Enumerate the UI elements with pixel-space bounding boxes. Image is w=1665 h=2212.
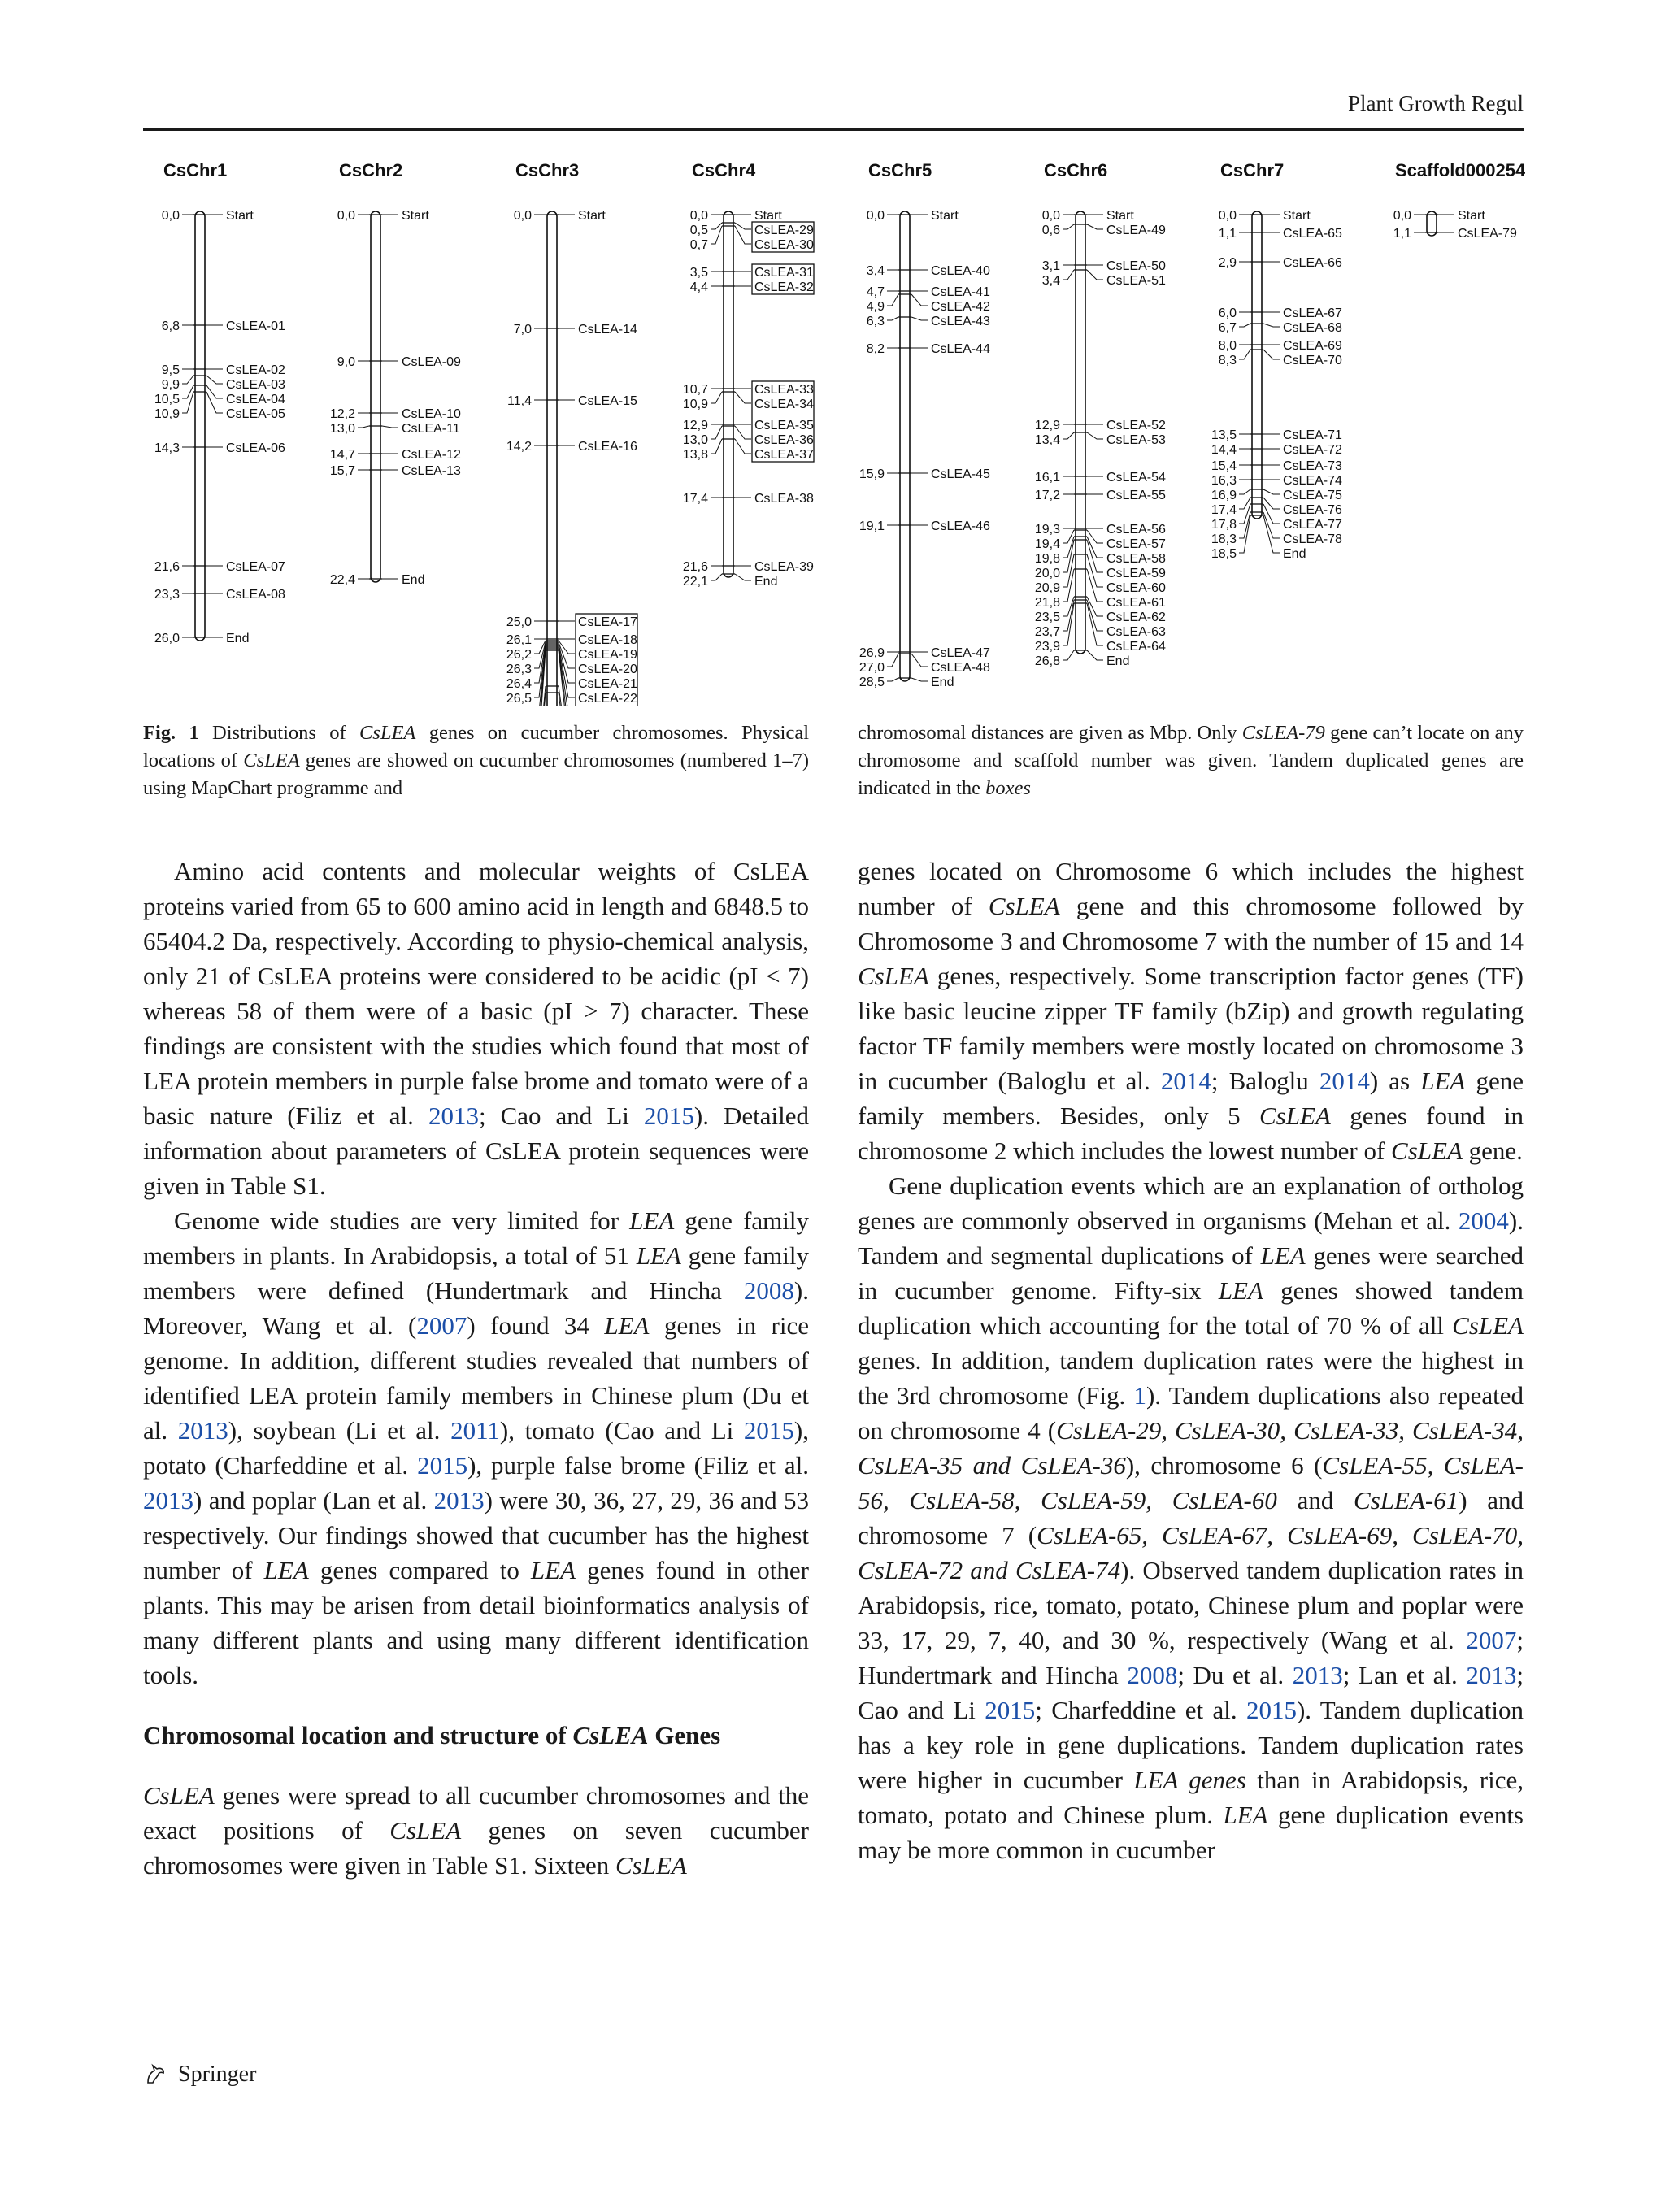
marker-position: 10,5 xyxy=(154,393,180,406)
label-connector xyxy=(911,294,928,306)
gene-label: Start xyxy=(402,209,429,223)
chromosome-bar xyxy=(1252,211,1262,519)
gene-label: CsLEA-22 xyxy=(578,692,637,706)
marker-position: 22,4 xyxy=(329,573,355,587)
gene-label: CsLEA-50 xyxy=(1106,259,1166,273)
chromosome-title: CsChr3 xyxy=(515,160,580,180)
gene-label: Start xyxy=(1106,209,1134,223)
marker-position: 6,7 xyxy=(1218,321,1237,335)
chromosome-cschr4 xyxy=(683,160,814,589)
marker-position: 16,9 xyxy=(1211,489,1237,502)
label-connector xyxy=(911,678,928,681)
label-connector xyxy=(1087,603,1103,645)
marker-position: 10,7 xyxy=(682,383,708,397)
position-connector xyxy=(1063,554,1074,587)
figure-chromosome-map xyxy=(143,153,1525,706)
gene-label: CsLEA-43 xyxy=(931,315,990,328)
marker-position: 27,0 xyxy=(859,661,885,675)
gene-label: CsLEA-78 xyxy=(1283,532,1342,546)
marker-position: 7,0 xyxy=(513,323,532,337)
marker-position: 13,4 xyxy=(1034,433,1060,447)
position-connector xyxy=(887,294,898,306)
marker-position: 0,0 xyxy=(1393,209,1411,223)
gene-label: CsLEA-75 xyxy=(1283,489,1342,502)
marker-position: 8,0 xyxy=(1218,339,1237,353)
marker-position: 6,8 xyxy=(161,319,180,333)
page-footer xyxy=(143,2061,256,2088)
gene-label: CsLEA-53 xyxy=(1106,433,1166,447)
label-connector xyxy=(1263,489,1280,494)
marker-position: 16,3 xyxy=(1211,474,1237,488)
marker-position: 23,9 xyxy=(1034,640,1060,654)
marker-position: 9,0 xyxy=(337,355,355,369)
position-connector xyxy=(887,317,898,320)
marker-position: 14,3 xyxy=(154,441,180,455)
gene-label: CsLEA-04 xyxy=(226,393,285,406)
section-heading: Chromosomal location and structure of CsLEA Genes xyxy=(143,1721,721,1749)
gene-label: CsLEA-70 xyxy=(1283,354,1342,367)
gene-label: CsLEA-29 xyxy=(754,224,814,237)
gene-label: CsLEA-61 xyxy=(1106,596,1166,610)
label-connector xyxy=(1263,324,1280,327)
gene-label: CsLEA-69 xyxy=(1283,339,1342,353)
figure-caption-left: Fig. 1 Distributions of CsLEA genes on cucumber chromosomes. Physical locations of CsLEA genes are showed on cucumber chromosomes (numbered 1–7) using MapChart programme and xyxy=(143,722,809,799)
gene-label: CsLEA-06 xyxy=(226,441,285,455)
label-connector xyxy=(1087,432,1103,439)
paragraph: genes located on Chromosome 6 which includes the highest number of CsLEA gene and this chromosome followed by Chromosome 3 and Chromosome 7 with the number of 15 and 14 CsLEA genes, respectively. Some transcription factor genes (TF) like basic leucine zipper TF family (bZip) and growth regulating factor TF family members were mostly located on chromosome 3 in cucumber (Baloglu et al. 2014; Baloglu 2014) as LEA gene family members. Besides, only 5 CsLEA genes found in chromosome 2 which includes the lowest number of CsLEA gene. xyxy=(858,857,1524,1165)
position-connector xyxy=(182,392,193,413)
gene-label: CsLEA-20 xyxy=(578,663,637,676)
gene-label: CsLEA-62 xyxy=(1106,611,1166,624)
marker-position: 0,6 xyxy=(1041,224,1060,237)
text-column-left xyxy=(143,854,809,1883)
chromosome-title: CsChr1 xyxy=(163,160,228,180)
gene-label: CsLEA-35 xyxy=(754,419,814,432)
position-connector xyxy=(711,223,722,229)
gene-label: CsLEA-49 xyxy=(1106,224,1166,237)
marker-position: 26,4 xyxy=(506,677,532,691)
marker-position: 12,9 xyxy=(682,419,708,432)
gene-label: End xyxy=(754,575,778,589)
gene-label: CsLEA-36 xyxy=(754,433,814,447)
marker-position: 12,9 xyxy=(1034,419,1060,432)
gene-label: CsLEA-39 xyxy=(754,560,814,574)
position-connector xyxy=(1063,569,1074,602)
marker-position: 19,1 xyxy=(859,519,885,533)
chromosome-title: CsChr2 xyxy=(339,160,403,180)
marker-position: 13,8 xyxy=(682,448,708,462)
marker-position: 0,7 xyxy=(689,238,708,252)
position-connector xyxy=(1063,270,1074,280)
marker-position: 0,5 xyxy=(689,224,708,237)
marker-position: 17,2 xyxy=(1034,489,1060,502)
label-connector xyxy=(1087,650,1103,660)
marker-position: 21,6 xyxy=(682,560,708,574)
marker-position: 4,9 xyxy=(866,300,885,314)
marker-position: 3,1 xyxy=(1041,259,1060,273)
gene-label: CsLEA-21 xyxy=(578,677,637,691)
text-column-right xyxy=(858,854,1524,1867)
chromosome-cschr5 xyxy=(859,160,990,689)
marker-position: 3,4 xyxy=(1041,274,1060,288)
position-connector xyxy=(711,439,722,454)
label-connector xyxy=(911,654,928,667)
gene-label: CsLEA-02 xyxy=(226,363,285,377)
marker-position: 19,3 xyxy=(1034,523,1060,537)
chromosome-cschr2 xyxy=(330,160,461,587)
gene-label: CsLEA-07 xyxy=(226,560,285,574)
marker-position: 0,0 xyxy=(1218,209,1237,223)
marker-position: 14,7 xyxy=(329,448,355,462)
paragraph: Amino acid contents and molecular weights of CsLEA proteins varied from 65 to 600 amino acid in length and 6848.5 to 65404.2 Da, respectively. According to physio-chemical analysis, only 21 of CsLEA proteins were considered to be acidic (pI < 7) whereas 58 of them were of a basic (pI > 7) character. These findings are consistent with the studies which found that most of LEA protein members in purple false brome and tomato were of a basic nature (Filiz et al. 2013; Cao and Li 2015). Detailed information about parameters of CsLEA protein sequences were given in Table S1. xyxy=(143,857,810,1200)
marker-position: 21,8 xyxy=(1034,596,1060,610)
chromosome-title: CsChr6 xyxy=(1044,160,1108,180)
chromosome-title: CsChr5 xyxy=(868,160,932,180)
gene-label: Start xyxy=(1283,209,1311,223)
gene-label: CsLEA-54 xyxy=(1106,471,1166,485)
position-connector xyxy=(1239,350,1250,359)
position-connector xyxy=(711,392,722,403)
gene-label: CsLEA-71 xyxy=(1283,428,1342,442)
gene-label: CsLEA-37 xyxy=(754,448,814,462)
marker-position: 8,2 xyxy=(866,342,885,356)
gene-label: CsLEA-47 xyxy=(931,646,990,660)
chromosome-title: CsChr4 xyxy=(692,160,756,180)
gene-label: CsLEA-31 xyxy=(754,266,814,280)
position-connector xyxy=(1239,498,1250,509)
marker-position: 1,1 xyxy=(1218,227,1237,241)
marker-position: 15,7 xyxy=(329,464,355,478)
marker-position: 14,2 xyxy=(506,440,532,454)
chromosome-bar xyxy=(371,211,380,582)
gene-label: CsLEA-74 xyxy=(1283,474,1342,488)
marker-position: 23,3 xyxy=(154,588,180,602)
label-connector xyxy=(911,317,928,320)
marker-position: 28,5 xyxy=(859,676,885,689)
marker-position: 26,0 xyxy=(154,632,180,645)
gene-label: Start xyxy=(578,209,606,223)
marker-position: 23,7 xyxy=(1034,625,1060,639)
label-connector xyxy=(735,223,751,229)
gene-label: CsLEA-09 xyxy=(402,355,461,369)
marker-position: 15,4 xyxy=(1211,459,1237,473)
gene-label: CsLEA-77 xyxy=(1283,518,1342,532)
page-header xyxy=(143,85,1524,131)
gene-label: CsLEA-58 xyxy=(1106,552,1166,566)
gene-label: CsLEA-03 xyxy=(226,378,285,392)
chromosome-cschr3 xyxy=(506,160,637,706)
paragraph: CsLEA genes were spread to all cucumber chromosomes and the exact positions of CsLEA genes on seven cucumber chromosomes were given in Table S1. Sixteen CsLEA xyxy=(143,1781,809,1880)
marker-position: 6,0 xyxy=(1218,306,1237,320)
gene-label: CsLEA-52 xyxy=(1106,419,1166,432)
gene-label: CsLEA-15 xyxy=(578,394,637,408)
gene-label: CsLEA-17 xyxy=(578,615,637,629)
marker-position: 26,2 xyxy=(506,648,532,662)
marker-position: 14,4 xyxy=(1211,443,1237,457)
gene-label: CsLEA-59 xyxy=(1106,567,1166,580)
gene-label: CsLEA-10 xyxy=(402,407,461,421)
marker-position: 3,4 xyxy=(866,264,885,278)
marker-position: 13,0 xyxy=(682,433,708,447)
position-connector xyxy=(711,574,722,580)
chromosome-cschr7 xyxy=(1211,160,1342,561)
label-connector xyxy=(559,641,575,654)
figure-caption-right: chromosomal distances are given as Mbp. Only CsLEA-79 gene can’t locate on any chromosome and scaffold number was given. Tandem duplicated genes are indicated in the boxes xyxy=(858,722,1524,799)
label-connector xyxy=(735,439,751,454)
marker-position: 19,4 xyxy=(1034,537,1060,551)
chromosome-scaffold000254 xyxy=(1393,160,1525,241)
marker-position: 26,8 xyxy=(1034,654,1060,668)
label-connector xyxy=(206,392,223,413)
label-connector xyxy=(1263,498,1280,509)
gene-label: CsLEA-56 xyxy=(1106,523,1166,537)
gene-label: CsLEA-66 xyxy=(1283,256,1342,270)
label-connector xyxy=(735,226,751,244)
marker-position: 9,9 xyxy=(161,378,180,392)
marker-position: 4,7 xyxy=(866,285,885,299)
position-connector xyxy=(1063,224,1074,229)
marker-position: 17,8 xyxy=(1211,518,1237,532)
marker-position: 4,4 xyxy=(689,280,708,294)
position-connector xyxy=(1063,650,1074,660)
gene-label: End xyxy=(1106,654,1130,668)
chromosome-bar xyxy=(547,211,557,706)
marker-position: 12,2 xyxy=(329,407,355,421)
position-connector xyxy=(358,426,369,428)
marker-position: 10,9 xyxy=(154,407,180,421)
gene-label: CsLEA-41 xyxy=(931,285,990,299)
label-connector xyxy=(206,376,223,384)
marker-position: 0,0 xyxy=(337,209,355,223)
gene-label: Start xyxy=(754,209,782,223)
marker-position: 10,9 xyxy=(682,398,708,411)
gene-label: CsLEA-05 xyxy=(226,407,285,421)
position-connector xyxy=(711,426,722,439)
gene-label: CsLEA-14 xyxy=(578,323,637,337)
gene-label: CsLEA-08 xyxy=(226,588,285,602)
marker-position: 20,9 xyxy=(1034,581,1060,595)
label-connector xyxy=(1087,540,1103,572)
gene-label: CsLEA-19 xyxy=(578,648,637,662)
position-connector xyxy=(1239,489,1250,494)
marker-position: 15,9 xyxy=(859,467,885,481)
gene-label: Start xyxy=(931,209,959,223)
gene-label: CsLEA-40 xyxy=(931,264,990,278)
chromosome-bar xyxy=(900,211,910,681)
gene-label: CsLEA-67 xyxy=(1283,306,1342,320)
gene-label: CsLEA-13 xyxy=(402,464,461,478)
position-connector xyxy=(887,654,898,667)
chromosome-title: CsChr7 xyxy=(1220,160,1285,180)
gene-label: CsLEA-33 xyxy=(754,383,814,397)
marker-position: 26,1 xyxy=(506,633,532,647)
gene-label: CsLEA-01 xyxy=(226,319,285,333)
label-connector xyxy=(1087,224,1103,229)
gene-label: CsLEA-63 xyxy=(1106,625,1166,639)
marker-position: 18,3 xyxy=(1211,532,1237,546)
marker-position: 13,5 xyxy=(1211,428,1237,442)
chromosome-cschr1 xyxy=(154,160,285,645)
gene-label: CsLEA-51 xyxy=(1106,274,1166,288)
gene-label: CsLEA-45 xyxy=(931,467,990,481)
marker-position: 17,4 xyxy=(1211,503,1237,517)
gene-label: CsLEA-79 xyxy=(1458,227,1517,241)
gene-label: CsLEA-42 xyxy=(931,300,990,314)
gene-label: End xyxy=(931,676,954,689)
label-connector xyxy=(735,426,751,439)
gene-label: CsLEA-48 xyxy=(931,661,990,675)
marker-position: 0,0 xyxy=(161,209,180,223)
marker-position: 16,1 xyxy=(1034,471,1060,485)
position-connector xyxy=(182,376,193,384)
gene-label: CsLEA-73 xyxy=(1283,459,1342,473)
chromosome-cschr6 xyxy=(1035,160,1166,668)
marker-position: 25,0 xyxy=(506,615,532,629)
marker-position: 0,0 xyxy=(866,209,885,223)
gene-label: End xyxy=(226,632,250,645)
paragraph: Gene duplication events which are an explanation of ortholog genes are commonly observed in organisms (Mehan et al. 2004). Tandem and segmental duplications of LEA genes were searched in cucumber genome. Fifty-six LEA genes showed tandem duplication which accounting for the total of 70 % of all CsLEA genes. In addition, tandem duplication rates were the highest in the 3rd chromosome (Fig. 1). Tandem duplications also repeated on chromosome 4 (CsLEA-29, CsLEA-30, CsLEA-33, CsLEA-34, CsLEA-35 and CsLEA-36), chromosome 6 (CsLEA-55, CsLEA-56, CsLEA-58, CsLEA-59, CsLEA-60 and CsLEA-61) and chromosome 7 (CsLEA-65, CsLEA-67, CsLEA-69, CsLEA-70, CsLEA-72 and CsLEA-74). Observed tandem duplication rates in Arabidopsis, rice, tomato, potato, Chinese plum and poplar were 33, 17, 29, 7, 40, and 30 %, respectively (Wang et al. 2007; Hundertmark and Hincha 2008; Du et al. 2013; Lan et al. 2013; Cao and Li 2015; Charfeddine et al. 2015). Tandem duplication has a key role in gene duplications. Tandem duplication rates were higher in cucumber LEA genes than in Arabidopsis, rice, tomato, potato and Chinese plum. LEA gene duplication events may be more common in cucumber xyxy=(858,1171,1524,1864)
position-connector xyxy=(1063,432,1074,439)
journal-title: Plant Growth Regul xyxy=(1348,91,1524,115)
marker-position: 0,0 xyxy=(1041,209,1060,223)
marker-position: 2,9 xyxy=(1218,256,1237,270)
publisher-name: Springer xyxy=(178,2062,257,2087)
gene-label: CsLEA-60 xyxy=(1106,581,1166,595)
gene-label: Start xyxy=(226,209,254,223)
marker-position: 0,0 xyxy=(689,209,708,223)
gene-label: Start xyxy=(1458,209,1485,223)
chromosome-bar xyxy=(724,211,733,577)
marker-position: 26,5 xyxy=(506,692,532,706)
paragraph: Genome wide studies are very limited for LEA gene family members in plants. In Arabidopsis, a total of 51 LEA gene family members were defined (Hundertmark and Hincha 2008). Moreover, Wang et al. (2007) found 34 LEA genes in rice genome. In addition, different studies revealed that numbers of identified LEA protein family members in Chinese plum (Du et al. 2013), soybean (Li et al. 2011), tomato (Cao and Li 2015), potato (Charfeddine et al. 2015), purple false brome (Filiz et al. 2013) and poplar (Lan et al. 2013) were 30, 36, 27, 29, 36 and 53 respectively. Our findings showed that cucumber has the highest number of LEA genes compared to LEA genes found in other plants. This may be arisen from detail bioinformatics analysis of many different plants and using many different identification tools. xyxy=(143,1206,810,1689)
marker-position: 22,1 xyxy=(682,575,708,589)
gene-label: CsLEA-16 xyxy=(578,440,637,454)
label-connector xyxy=(735,574,751,580)
gene-label: CsLEA-76 xyxy=(1283,503,1342,517)
marker-position: 13,0 xyxy=(329,422,355,436)
gene-label: CsLEA-72 xyxy=(1283,443,1342,457)
marker-position: 26,3 xyxy=(506,663,532,676)
marker-position: 11,4 xyxy=(507,394,532,408)
chromosome-bar xyxy=(195,211,205,641)
marker-position: 1,1 xyxy=(1393,227,1411,241)
gene-label: CsLEA-32 xyxy=(754,280,814,294)
gene-label: End xyxy=(402,573,425,587)
marker-position: 19,8 xyxy=(1034,552,1060,566)
marker-position: 0,0 xyxy=(513,209,532,223)
marker-position: 17,4 xyxy=(682,492,708,506)
label-connector xyxy=(1263,350,1280,359)
marker-position: 3,5 xyxy=(689,266,708,280)
label-connector xyxy=(1087,554,1103,587)
gene-label: CsLEA-68 xyxy=(1283,321,1342,335)
marker-position: 21,6 xyxy=(154,560,180,574)
label-connector xyxy=(1087,270,1103,280)
gene-label: End xyxy=(1283,547,1306,561)
position-connector xyxy=(887,678,898,681)
gene-label: CsLEA-34 xyxy=(754,398,814,411)
gene-label: CsLEA-30 xyxy=(754,238,814,252)
marker-position: 8,3 xyxy=(1218,354,1237,367)
gene-label: CsLEA-65 xyxy=(1283,227,1342,241)
marker-position: 26,9 xyxy=(859,646,885,660)
chromosome-title: Scaffold000254 xyxy=(1395,160,1525,180)
label-connector xyxy=(1087,569,1103,602)
marker-position: 6,3 xyxy=(866,315,885,328)
position-connector xyxy=(1239,324,1250,327)
marker-position: 23,5 xyxy=(1034,611,1060,624)
gene-label: CsLEA-64 xyxy=(1106,640,1166,654)
marker-position: 20,0 xyxy=(1034,567,1060,580)
gene-label: CsLEA-44 xyxy=(931,342,990,356)
springer-horse-icon xyxy=(143,2061,167,2085)
gene-label: CsLEA-38 xyxy=(754,492,814,506)
gene-label: CsLEA-55 xyxy=(1106,489,1166,502)
gene-label: CsLEA-46 xyxy=(931,519,990,533)
gene-label: CsLEA-12 xyxy=(402,448,461,462)
gene-label: CsLEA-57 xyxy=(1106,537,1166,551)
label-connector xyxy=(382,426,398,428)
marker-position: 9,5 xyxy=(161,363,180,377)
gene-label: CsLEA-11 xyxy=(402,422,460,436)
label-connector xyxy=(735,392,751,403)
gene-label: CsLEA-18 xyxy=(578,633,637,647)
marker-position: 18,5 xyxy=(1211,547,1237,561)
